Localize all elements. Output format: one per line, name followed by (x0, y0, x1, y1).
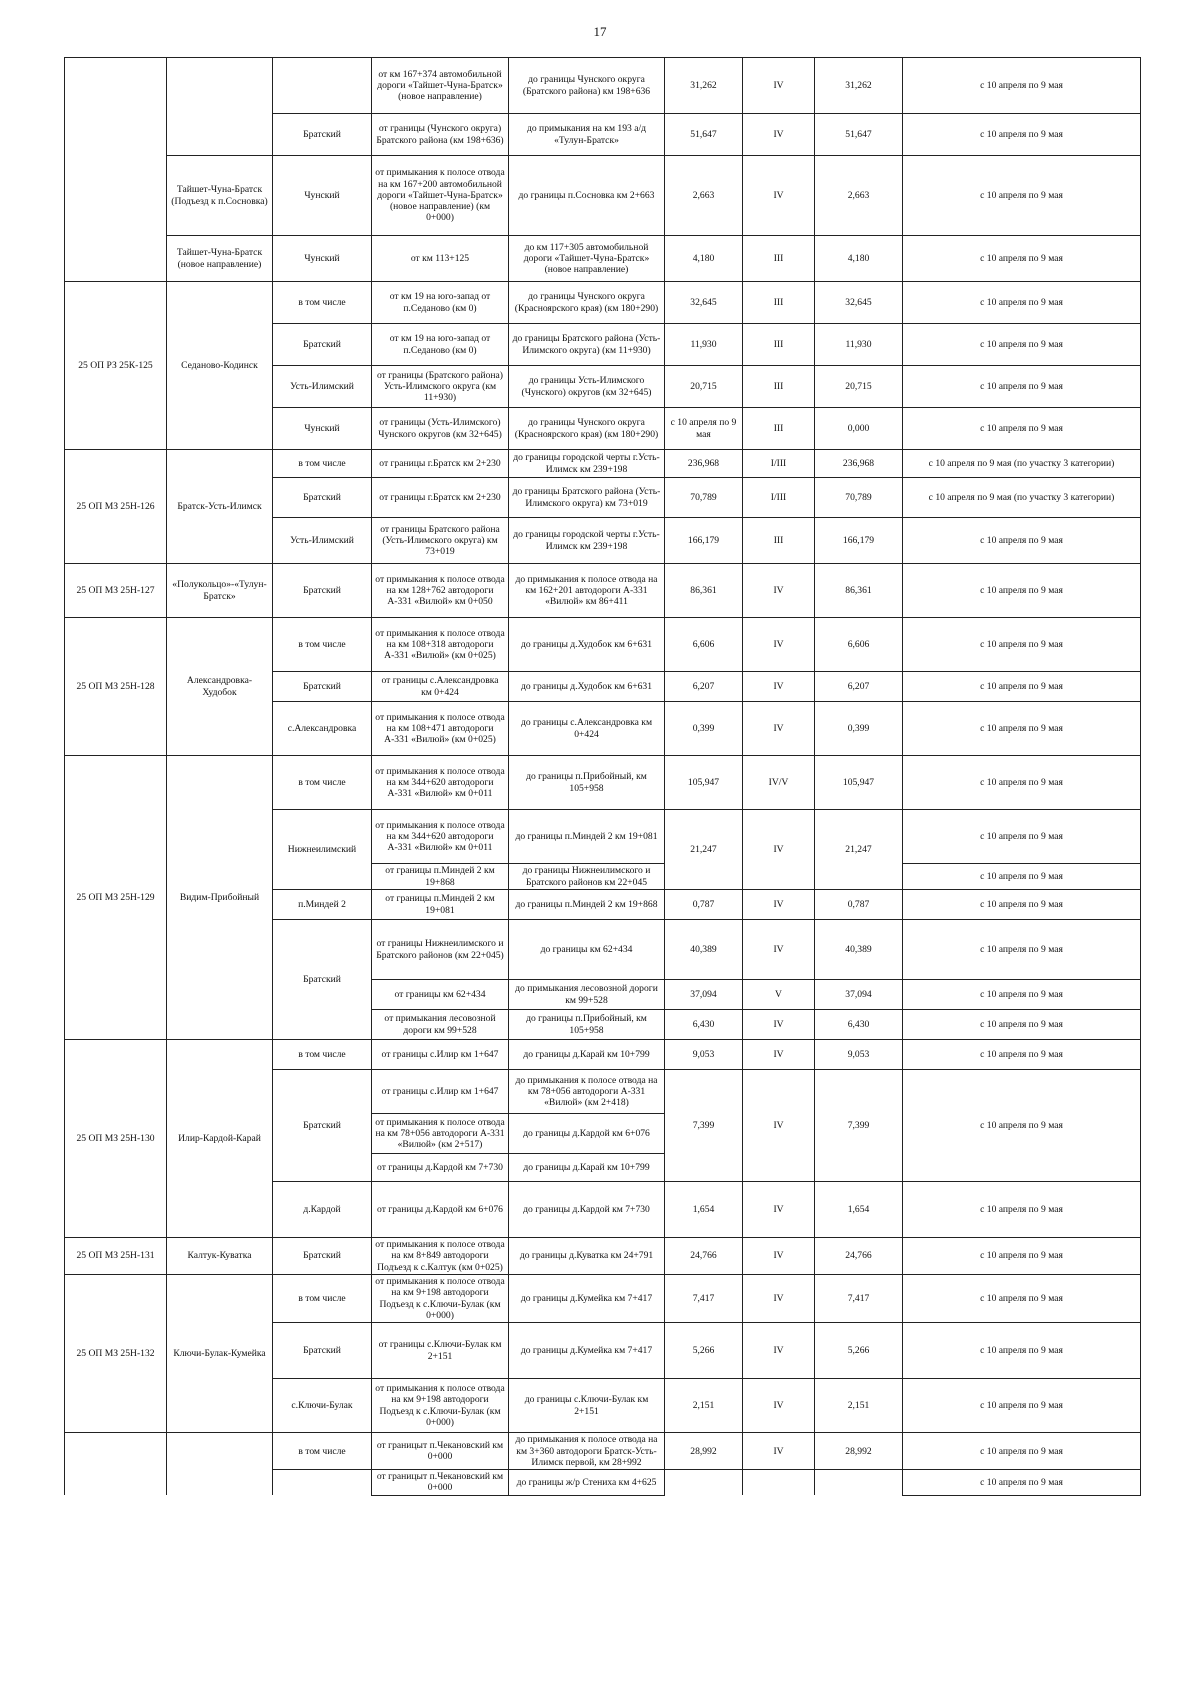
cell-to: до границы д.Худобок км 6+631 (509, 672, 665, 702)
cell-to: до границы д.Кардой км 7+730 (509, 1182, 665, 1238)
cell-to: до границы д.Куватка км 24+791 (509, 1238, 665, 1275)
cell-to: до границы городской черты г.Усть-Илимск км 239+198 (509, 450, 665, 478)
cell-length-restricted: 9,053 (815, 1040, 903, 1070)
cell-from: от примыкания к полосе отвода на км 8+849 автодороги Подъезд к с.Калтук (км 0+025) (372, 1238, 509, 1275)
table-row (65, 564, 1141, 618)
cell-to: до границы д.Карай км 10+799 (509, 1040, 665, 1070)
cell-length: 0,399 (665, 702, 743, 756)
cell-length: 86,361 (665, 564, 743, 618)
cell-length-restricted: 37,094 (815, 980, 903, 1010)
cell-to: до примыкания к полосе отвода на км 3+360 автодороги Братск-Усть-Илимск первой, км 28+992 (509, 1433, 665, 1470)
cell-length-restricted: 51,647 (815, 114, 903, 156)
cell-category: IV (743, 702, 815, 756)
cell-district: Братский (273, 324, 372, 366)
cell-id: 25 ОП РЗ 25К-125 (65, 282, 167, 450)
cell-length: 9,053 (665, 1040, 743, 1070)
cell-from: от примыкания лесовозной дороги км 99+528 (372, 1010, 509, 1040)
cell-period: с 10 апреля по 9 мая (903, 702, 1141, 756)
cell-district: в том числе (273, 618, 372, 672)
cell-from: от км 113+125 (372, 236, 509, 282)
cell-category: III (743, 366, 815, 408)
cell-to: до примыкания на км 193 а/д «Тулун-Братск» (509, 114, 665, 156)
cell-period: с 10 апреля по 9 мая (по участку 3 категории) (903, 450, 1141, 478)
cell-period: с 10 апреля по 9 мая (903, 864, 1141, 890)
cell-category: III (743, 518, 815, 564)
cell-from: от км 19 на юго-запад от п.Седаново (км 0) (372, 324, 509, 366)
cell-length: 24,766 (665, 1238, 743, 1275)
cell-id: 25 ОП МЗ 25Н-129 (65, 756, 167, 1040)
cell-road-name: Тайшет-Чуна-Братск (Подъезд к п.Сосновка) (167, 156, 273, 236)
cell-category: I/III (743, 478, 815, 518)
cell-from: от границы с.Илир км 1+647 (372, 1070, 509, 1114)
cell-period: с 10 апреля по 9 мая (903, 1238, 1141, 1275)
cell-category: V (743, 980, 815, 1010)
cell-category: IV (743, 1070, 815, 1182)
cell-to: до границы п.Миндей 2 км 19+868 (509, 890, 665, 920)
cell-length: 7,399 (665, 1070, 743, 1182)
cell-from: от границы г.Братск км 2+230 (372, 450, 509, 478)
table-row (65, 236, 1141, 282)
cell-district: Братский (273, 1323, 372, 1379)
cell-to: до границы п.Прибойный, км 105+958 (509, 1010, 665, 1040)
cell-id: 25 ОП МЗ 25Н-126 (65, 450, 167, 564)
cell-district: п.Миндей 2 (273, 890, 372, 920)
cell-length-restricted: 5,266 (815, 1323, 903, 1379)
cell-district: Нижнеилимский (273, 810, 372, 890)
cell-category (743, 1470, 815, 1496)
cell-district: Братский (273, 672, 372, 702)
cell-from: от примыкания к полосе отвода на км 78+056 автодороги А-331 «Вилюй» (км 2+517) (372, 1114, 509, 1154)
cell-category: IV (743, 1323, 815, 1379)
cell-length: 2,151 (665, 1379, 743, 1433)
table-row (65, 1238, 1141, 1275)
cell-to: до границы д.Кумейка км 7+417 (509, 1323, 665, 1379)
cell-road-name: Тайшет-Чуна-Братск (новое направление) (167, 236, 273, 282)
cell-period: с 10 апреля по 9 мая (903, 58, 1141, 114)
cell-from: от примыкания к полосе отвода на км 167+200 автомобильной дороги «Тайшет-Чуна-Братск» (новое направление) (км 0+000) (372, 156, 509, 236)
cell-period: с 10 апреля по 9 мая (903, 156, 1141, 236)
table-row (65, 450, 1141, 478)
cell-length: 11,930 (665, 324, 743, 366)
cell-length: 236,968 (665, 450, 743, 478)
cell-period: с 10 апреля по 9 мая (903, 236, 1141, 282)
cell-from: от примыкания к полосе отвода на км 9+198 автодороги Подъезд к с.Ключи-Булак (км 0+000) (372, 1379, 509, 1433)
cell-id (65, 58, 167, 282)
cell-length-restricted: 6,606 (815, 618, 903, 672)
cell-length-restricted: 105,947 (815, 756, 903, 810)
cell-from: от примыкания к полосе отвода на км 344+620 автодороги А-331 «Вилюй» км 0+011 (372, 810, 509, 864)
table-row (65, 1433, 1141, 1470)
cell-length: 40,389 (665, 920, 743, 980)
cell-from: от границыт п.Чекановский км 0+000 (372, 1433, 509, 1470)
cell-to: до границы п.Миндей 2 км 19+081 (509, 810, 665, 864)
cell-district: в том числе (273, 756, 372, 810)
cell-period: с 10 апреля по 9 мая (903, 1274, 1141, 1322)
cell-from: от км 19 на юго-запад от п.Седаново (км 0) (372, 282, 509, 324)
cell-category: IV (743, 1238, 815, 1275)
cell-length-restricted: 28,992 (815, 1433, 903, 1470)
cell-id (65, 1433, 167, 1496)
cell-length-restricted: 11,930 (815, 324, 903, 366)
cell-period: с 10 апреля по 9 мая (903, 1433, 1141, 1470)
cell-district: в том числе (273, 282, 372, 324)
cell-to: до границы Усть-Илимского (Чунского) округов (км 32+645) (509, 366, 665, 408)
cell-district: в том числе (273, 1040, 372, 1070)
cell-to: до границы Чунского округа (Красноярского края) (км 180+290) (509, 408, 665, 450)
cell-from: от км 167+374 автомобильной дороги «Тайшет-Чуна-Братск» (новое направление) (372, 58, 509, 114)
cell-district: в том числе (273, 450, 372, 478)
cell-category: IV (743, 618, 815, 672)
cell-period: с 10 апреля по 9 мая (903, 366, 1141, 408)
cell-district: д.Кардой (273, 1182, 372, 1238)
table-row (65, 156, 1141, 236)
cell-period: с 10 апреля по 9 мая (903, 408, 1141, 450)
cell-period: с 10 апреля по 9 мая (903, 756, 1141, 810)
table-row (65, 1040, 1141, 1070)
cell-length: 4,180 (665, 236, 743, 282)
cell-from: от примыкания к полосе отвода на км 9+198 автодороги Подъезд к с.Ключи-Булак (км 0+000) (372, 1274, 509, 1322)
cell-length-restricted: 6,430 (815, 1010, 903, 1040)
cell-length: 105,947 (665, 756, 743, 810)
cell-length: 32,645 (665, 282, 743, 324)
cell-period: с 10 апреля по 9 мая (903, 810, 1141, 864)
cell-to: до км 117+305 автомобильной дороги «Тайшет-Чуна-Братск» (новое направление) (509, 236, 665, 282)
cell-length: 6,606 (665, 618, 743, 672)
cell-category: IV (743, 1433, 815, 1470)
cell-length-restricted: 86,361 (815, 564, 903, 618)
cell-category: IV (743, 114, 815, 156)
cell-period: с 10 апреля по 9 мая (903, 564, 1141, 618)
cell-road-name (167, 58, 273, 156)
cell-length: 7,417 (665, 1274, 743, 1322)
cell-length-restricted: 40,389 (815, 920, 903, 980)
cell-length-restricted: 2,151 (815, 1379, 903, 1433)
cell-category: IV (743, 1040, 815, 1070)
cell-from: от границы (Чунского округа) Братского района (км 198+636) (372, 114, 509, 156)
cell-period: с 10 апреля по 9 мая (903, 114, 1141, 156)
cell-category: III (743, 236, 815, 282)
cell-length: 6,207 (665, 672, 743, 702)
cell-length-restricted: 32,645 (815, 282, 903, 324)
cell-to: до границы км 62+434 (509, 920, 665, 980)
cell-from: от границы км 62+434 (372, 980, 509, 1010)
cell-district: в том числе (273, 1274, 372, 1322)
cell-category: IV (743, 672, 815, 702)
cell-length: 2,663 (665, 156, 743, 236)
cell-to: до границы с.Ключи-Булак км 2+151 (509, 1379, 665, 1433)
cell-from: от границы (Братского района) Усть-Илимского округа (км 11+930) (372, 366, 509, 408)
cell-id: 25 ОП МЗ 25Н-128 (65, 618, 167, 756)
cell-district: Братский (273, 478, 372, 518)
cell-to: до границы Братского района (Усть-Илимского округа) (км 11+930) (509, 324, 665, 366)
cell-to: до границы д.Карай км 10+799 (509, 1154, 665, 1182)
cell-period: с 10 апреля по 9 мая (903, 324, 1141, 366)
cell-district: Чунский (273, 156, 372, 236)
cell-length: 20,715 (665, 366, 743, 408)
cell-category: I/III (743, 450, 815, 478)
cell-category: IV (743, 156, 815, 236)
cell-period: с 10 апреля по 9 мая (903, 920, 1141, 980)
cell-to: до границы д.Кумейка км 7+417 (509, 1274, 665, 1322)
cell-from: от границыт п.Чекановский км 0+000 (372, 1470, 509, 1496)
cell-road-name: Видим-Прибойный (167, 756, 273, 1040)
cell-length-restricted: 24,766 (815, 1238, 903, 1275)
cell-district: с.Ключи-Булак (273, 1379, 372, 1433)
cell-district: Братский (273, 114, 372, 156)
cell-length: 1,654 (665, 1182, 743, 1238)
cell-district (273, 58, 372, 114)
table-row (65, 618, 1141, 672)
cell-district: Усть-Илимский (273, 366, 372, 408)
cell-length-restricted: 4,180 (815, 236, 903, 282)
cell-to: до примыкания к полосе отвода на км 78+056 автодороги А-331 «Вилюй» (км 2+418) (509, 1070, 665, 1114)
cell-district: Братский (273, 1070, 372, 1182)
cell-period: с 10 апреля по 9 мая (903, 1040, 1141, 1070)
cell-road-name (167, 1433, 273, 1496)
cell-id: 25 ОП МЗ 25Н-131 (65, 1238, 167, 1275)
cell-to: до границы Чунского округа (Красноярского края) (км 180+290) (509, 282, 665, 324)
cell-from: от границы п.Миндей 2 км 19+081 (372, 890, 509, 920)
cell-period: с 10 апреля по 9 мая (903, 518, 1141, 564)
cell-period: с 10 апреля по 9 мая (903, 672, 1141, 702)
cell-length-restricted (815, 1470, 903, 1496)
cell-length: 5,266 (665, 1323, 743, 1379)
cell-category: IV (743, 564, 815, 618)
cell-length-restricted: 166,179 (815, 518, 903, 564)
cell-from: от примыкания к полосе отвода на км 128+762 автодороги А-331 «Вилюй» км 0+050 (372, 564, 509, 618)
cell-period: с 10 апреля по 9 мая (903, 1323, 1141, 1379)
cell-category: IV (743, 810, 815, 890)
cell-period: с 10 апреля по 9 мая (903, 1470, 1141, 1496)
cell-from: от границы Братского района (Усть-Илимского округа) км 73+019 (372, 518, 509, 564)
cell-length (665, 1470, 743, 1496)
cell-length-restricted: 2,663 (815, 156, 903, 236)
cell-category: IV (743, 1010, 815, 1040)
cell-district: Усть-Илимский (273, 518, 372, 564)
cell-period: с 10 апреля по 9 мая (903, 1070, 1141, 1182)
road-restrictions-table (64, 57, 1141, 1496)
cell-road-name: Седаново-Кодинск (167, 282, 273, 450)
cell-to: до границы д.Худобок км 6+631 (509, 618, 665, 672)
cell-to: до границы городской черты г.Усть-Илимск км 239+198 (509, 518, 665, 564)
cell-road-name: Калтук-Куватка (167, 1238, 273, 1275)
cell-to: до границы Нижнеилимского и Братского районов км 22+045 (509, 864, 665, 890)
cell-period: с 10 апреля по 9 мая (903, 1182, 1141, 1238)
cell-to: до границы п.Сосновка км 2+663 (509, 156, 665, 236)
cell-length-restricted: 0,787 (815, 890, 903, 920)
cell-road-name: Александровка-Худобок (167, 618, 273, 756)
cell-category: III (743, 408, 815, 450)
cell-length: 70,789 (665, 478, 743, 518)
cell-category: IV/V (743, 756, 815, 810)
cell-length-restricted: 70,789 (815, 478, 903, 518)
cell-from: от границы с.Илир км 1+647 (372, 1040, 509, 1070)
table-body (65, 58, 1141, 1496)
cell-length: 0,787 (665, 890, 743, 920)
cell-period: с 10 апреля по 9 мая (по участку 3 категории) (903, 478, 1141, 518)
cell-district: Братский (273, 920, 372, 1040)
cell-from: от границы (Усть-Илимского) Чунского округов (км 32+645) (372, 408, 509, 450)
cell-length: с 10 апреля по 9 мая (665, 408, 743, 450)
cell-length: 166,179 (665, 518, 743, 564)
cell-from: от границы п.Миндей 2 км 19+868 (372, 864, 509, 890)
cell-to: до границы п.Прибойный, км 105+958 (509, 756, 665, 810)
cell-length-restricted: 1,654 (815, 1182, 903, 1238)
cell-id: 25 ОП МЗ 25Н-127 (65, 564, 167, 618)
cell-district: в том числе (273, 1433, 372, 1470)
cell-period: с 10 апреля по 9 мая (903, 618, 1141, 672)
cell-from: от границы г.Братск км 2+230 (372, 478, 509, 518)
cell-length: 6,430 (665, 1010, 743, 1040)
table-row (65, 756, 1141, 810)
cell-length: 28,992 (665, 1433, 743, 1470)
cell-from: от примыкания к полосе отвода на км 108+318 автодороги А-331 «Вилюй» (км 0+025) (372, 618, 509, 672)
cell-length-restricted: 21,247 (815, 810, 903, 890)
cell-length-restricted: 7,399 (815, 1070, 903, 1182)
cell-category: IV (743, 920, 815, 980)
cell-category: IV (743, 1379, 815, 1433)
cell-district (273, 1470, 372, 1496)
cell-district: Чунский (273, 408, 372, 450)
cell-length-restricted: 7,417 (815, 1274, 903, 1322)
cell-from: от границы д.Кардой км 7+730 (372, 1154, 509, 1182)
cell-to: до границы ж/р Стениха км 4+625 (509, 1470, 665, 1496)
cell-period: с 10 апреля по 9 мая (903, 890, 1141, 920)
table-row (65, 1274, 1141, 1322)
cell-length: 21,247 (665, 810, 743, 890)
cell-to: до границы Чунского округа (Братского района) км 198+636 (509, 58, 665, 114)
cell-category: III (743, 282, 815, 324)
cell-road-name: «Полукольцо»-«Тулун-Братск» (167, 564, 273, 618)
cell-length-restricted: 236,968 (815, 450, 903, 478)
cell-length: 37,094 (665, 980, 743, 1010)
cell-district: Братский (273, 1238, 372, 1275)
cell-id: 25 ОП МЗ 25Н-130 (65, 1040, 167, 1238)
cell-period: с 10 апреля по 9 мая (903, 1010, 1141, 1040)
page-number: 17 (593, 24, 607, 39)
cell-length-restricted: 0,000 (815, 408, 903, 450)
cell-period: с 10 апреля по 9 мая (903, 282, 1141, 324)
cell-road-name: Илир-Кардой-Карай (167, 1040, 273, 1238)
cell-district: с.Александровка (273, 702, 372, 756)
cell-category: III (743, 324, 815, 366)
table-row (65, 282, 1141, 324)
cell-from: от границы д.Кардой км 6+076 (372, 1182, 509, 1238)
cell-from: от примыкания к полосе отвода на км 344+620 автодороги А-331 «Вилюй» км 0+011 (372, 756, 509, 810)
cell-road-name: Братск-Усть-Илимск (167, 450, 273, 564)
cell-to: до границы д.Кардой км 6+076 (509, 1114, 665, 1154)
cell-to: до примыкания лесовозной дороги км 99+528 (509, 980, 665, 1010)
cell-category: IV (743, 1182, 815, 1238)
cell-district: Братский (273, 564, 372, 618)
cell-length-restricted: 20,715 (815, 366, 903, 408)
cell-from: от границы Нижнеилимского и Братского районов (км 22+045) (372, 920, 509, 980)
cell-length-restricted: 0,399 (815, 702, 903, 756)
cell-category: IV (743, 890, 815, 920)
table-row (65, 58, 1141, 114)
cell-period: с 10 апреля по 9 мая (903, 980, 1141, 1010)
cell-length-restricted: 6,207 (815, 672, 903, 702)
cell-length: 51,647 (665, 114, 743, 156)
cell-to: до границы Братского района (Усть-Илимского округа) км 73+019 (509, 478, 665, 518)
cell-length: 31,262 (665, 58, 743, 114)
cell-id: 25 ОП МЗ 25Н-132 (65, 1274, 167, 1432)
cell-category: IV (743, 1274, 815, 1322)
cell-from: от границы с.Ключи-Булак км 2+151 (372, 1323, 509, 1379)
cell-category: IV (743, 58, 815, 114)
cell-to: до границы с.Александровка км 0+424 (509, 702, 665, 756)
cell-from: от примыкания к полосе отвода на км 108+471 автодороги А-331 «Вилюй» (км 0+025) (372, 702, 509, 756)
cell-length-restricted: 31,262 (815, 58, 903, 114)
cell-from: от границы с.Александровка км 0+424 (372, 672, 509, 702)
cell-district: Чунский (273, 236, 372, 282)
cell-to: до примыкания к полосе отвода на км 162+201 автодороги А-331 «Вилюй» км 86+411 (509, 564, 665, 618)
cell-road-name: Ключи-Булак-Кумейка (167, 1274, 273, 1432)
cell-period: с 10 апреля по 9 мая (903, 1379, 1141, 1433)
